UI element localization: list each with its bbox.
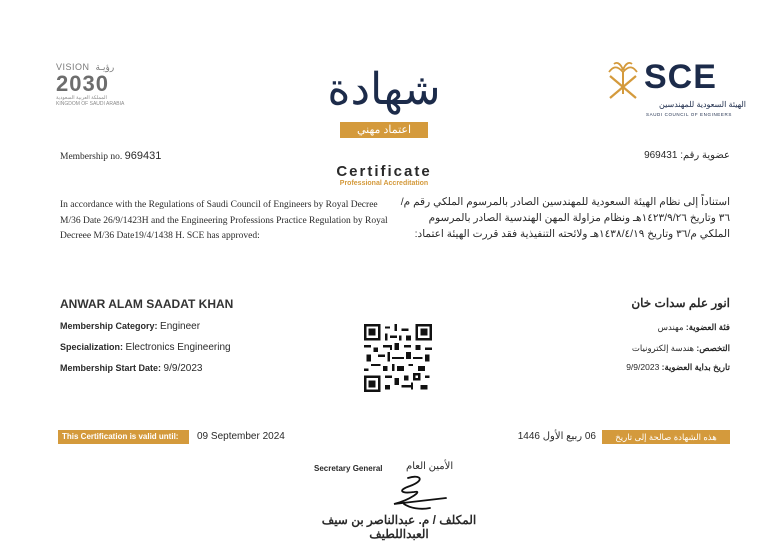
title-ar: شهادة <box>327 64 441 115</box>
membership-category-en <box>60 321 200 332</box>
validity-date-en: 09 September 2024 <box>197 431 285 442</box>
validity-label-en: This Certification is valid until: <box>58 430 189 444</box>
vision-label: VISION <box>56 62 90 72</box>
accreditation-paragraph-en: In accordance with the Regulations of Saudi Council of Engineers by Royal Decree M/36 Date 26/9/1423H and the Engineering Professions Practice Regulation by Royal Decreee M/36 Date19/4/1438 H. SCE has approved: <box>60 200 388 241</box>
secretary-general-ar: الأمين العام <box>406 461 454 472</box>
specialization-value: Electronics Engineering <box>125 342 231 353</box>
membership-number-en <box>60 150 161 162</box>
start-date-value-ar: 9/9/2023 <box>626 362 660 372</box>
specialization-en <box>60 342 231 353</box>
vision-en-sub: KINGDOM OF SAUDI ARABIA <box>56 101 125 107</box>
start-date-label-ar: تاريخ بداية العضوية: <box>661 362 730 372</box>
validity-date-ar: 06 ربيع الأول 1446 <box>517 431 596 442</box>
vision-ar-sub: المملكة العربية السعودية <box>56 95 107 101</box>
certificate-arabic-title <box>320 60 448 140</box>
start-date-value: 9/9/2023 <box>163 363 203 374</box>
category-value-ar: مهندس <box>657 322 684 332</box>
start-date-en <box>60 363 202 374</box>
signer-name-ar: المكلف / م. عبدالناصر بن سيف العبداللطيف <box>321 513 477 541</box>
category-label-ar: فئة العضوية: <box>685 322 730 332</box>
accreditation-paragraph-ar: استناداً إلى نظام الهيئة السعودية للمهندسين الصادر بالمرسوم الملكي رقم م/٣٦ وتاريخ ١٤٢٣/٩/٢٦هـ ونظام مزاولة المهن الهندسية الصادر بالمرسوم الملكي م/٣٦ وتاريخ ١٤٣٨/٤/١٩هـ ولائحته التنفيذية فقد قررت الهيئة اعتماد: <box>400 196 730 240</box>
specialization-label-ar: التخصص: <box>696 343 730 353</box>
specialization-ar <box>632 343 730 354</box>
sce-ar-name: الهيئة السعودية للمهندسين <box>659 100 746 109</box>
certificate-subtitle: Professional Accreditation <box>339 180 429 187</box>
validity-label-ar: هذه الشهادة صالحة إلى تاريخ <box>602 430 730 444</box>
sce-en-name: SAUDI COUNCIL OF ENGINEERS <box>646 112 732 117</box>
qr-code[interactable] <box>364 324 432 392</box>
membership-number-ar <box>644 150 730 161</box>
membership-category-ar <box>658 322 730 333</box>
membership-number-value: 969431 <box>124 150 162 162</box>
category-value: Engineer <box>160 321 201 332</box>
vision-year: 2030 <box>56 71 109 96</box>
certificate-title: Certificate <box>336 163 432 180</box>
handwritten-signature <box>380 470 450 514</box>
secretary-general-en: Secretary General <box>314 464 383 473</box>
holder-name-ar: انور علم سدات خان <box>631 296 730 310</box>
membership-label-en: Membership no. <box>60 152 123 162</box>
start-date-label: Membership Start Date: <box>60 363 162 373</box>
holder-name-en: ANWAR ALAM SAADAT KHAN <box>60 297 234 311</box>
sce-logo <box>606 58 746 122</box>
membership-number-ar-value: 969431 <box>644 150 678 161</box>
vision-2030-logo <box>56 62 146 120</box>
sce-letters: SCE <box>644 58 717 96</box>
category-label: Membership Category: <box>60 321 158 331</box>
specialization-value-ar: هندسة إلكترونيات <box>631 343 694 353</box>
palm-swords-icon <box>606 60 640 100</box>
specialization-label: Specialization: <box>60 342 124 352</box>
title-ar-sub: اعتماد مهني <box>340 122 428 138</box>
start-date-ar <box>626 362 730 373</box>
vision-ar-label: رؤيـة <box>95 62 115 72</box>
membership-label-ar: عضوية رقم: <box>680 150 730 161</box>
